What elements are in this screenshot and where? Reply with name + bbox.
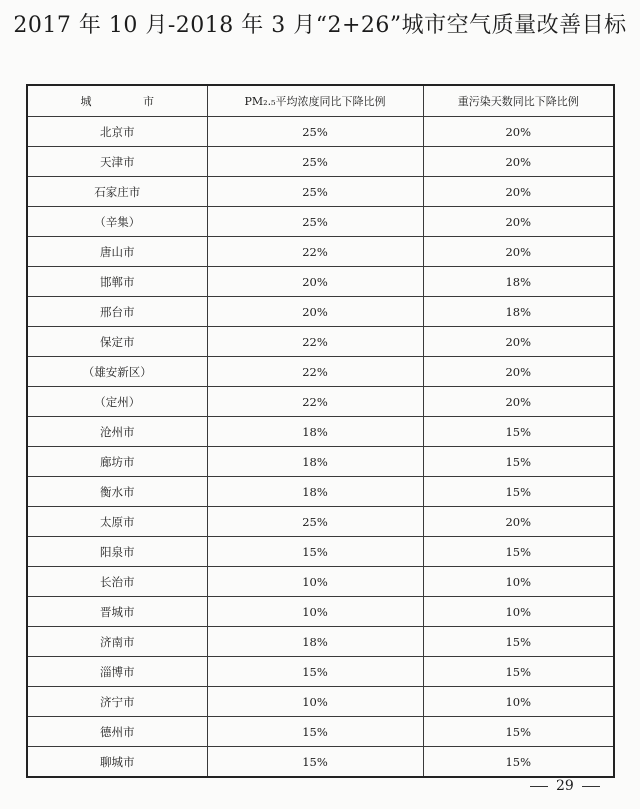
city-cell: 晋城市 [27,597,207,627]
dash-right [582,786,600,787]
pm25-cell: 25% [207,507,423,537]
pm25-cell: 18% [207,447,423,477]
heavy-days-cell: 20% [423,237,614,267]
table-row [27,327,614,357]
header-pm25-reduction: PM₂.₅平均浓度同比下降比例 [207,85,423,117]
city-cell: 唐山市 [27,237,207,267]
pm25-cell: 20% [207,267,423,297]
pm25-cell: 25% [207,147,423,177]
table-row [27,687,614,717]
city-cell: 济宁市 [27,687,207,717]
table-row [27,117,614,147]
pm25-cell: 22% [207,357,423,387]
city-cell: 淄博市 [27,657,207,687]
table-row [27,747,614,778]
heavy-days-cell: 20% [423,117,614,147]
city-cell: 北京市 [27,117,207,147]
table-row [27,447,614,477]
table-row [27,297,614,327]
pm25-cell: 10% [207,687,423,717]
city-cell: 邢台市 [27,297,207,327]
city-cell: 邯郸市 [27,267,207,297]
city-cell: 沧州市 [27,417,207,447]
heavy-days-cell: 20% [423,207,614,237]
heavy-days-cell: 15% [423,537,614,567]
air-quality-target-table [26,84,615,778]
table-row [27,627,614,657]
city-cell: 廊坊市 [27,447,207,477]
table-row [27,477,614,507]
heavy-days-cell: 20% [423,507,614,537]
pm25-cell: 22% [207,387,423,417]
pm25-cell: 15% [207,747,423,778]
table-row [27,597,614,627]
pm25-cell: 15% [207,657,423,687]
dash-left [530,786,548,787]
pm25-cell: 18% [207,627,423,657]
city-cell: 保定市 [27,327,207,357]
heavy-days-cell: 15% [423,417,614,447]
heavy-days-cell: 18% [423,267,614,297]
table-row [27,507,614,537]
pm25-cell: 15% [207,537,423,567]
heavy-days-cell: 10% [423,687,614,717]
city-cell: 德州市 [27,717,207,747]
table-row [27,417,614,447]
heavy-days-cell: 15% [423,747,614,778]
city-cell: 石家庄市 [27,177,207,207]
page-number [522,778,608,794]
pm25-cell: 15% [207,717,423,747]
pm25-cell: 20% [207,297,423,327]
table-row [27,567,614,597]
heavy-days-cell: 20% [423,387,614,417]
table-row [27,387,614,417]
table-row [27,177,614,207]
pm25-cell: 25% [207,117,423,147]
pm25-cell: 22% [207,327,423,357]
heavy-days-cell: 20% [423,327,614,357]
table-row [27,147,614,177]
table-row [27,267,614,297]
heavy-days-cell: 20% [423,177,614,207]
heavy-days-cell: 15% [423,657,614,687]
page-number-text: 29 [556,778,574,794]
pm25-cell: 10% [207,567,423,597]
city-cell: 济南市 [27,627,207,657]
table-row [27,207,614,237]
city-cell: （定州） [27,387,207,417]
city-cell: 衡水市 [27,477,207,507]
heavy-days-cell: 20% [423,357,614,387]
heavy-days-cell: 15% [423,477,614,507]
city-cell: 长治市 [27,567,207,597]
table-row [27,717,614,747]
heavy-days-cell: 15% [423,447,614,477]
table-row [27,537,614,567]
heavy-days-cell: 15% [423,717,614,747]
page-title: 2017 年 10 月-2018 年 3 月“2+26”城市空气质量改善目标 [13,13,627,38]
pm25-cell: 25% [207,207,423,237]
city-cell: 阳泉市 [27,537,207,567]
table-row [27,657,614,687]
city-cell: 太原市 [27,507,207,537]
pm25-cell: 10% [207,597,423,627]
city-cell: （辛集） [27,207,207,237]
table-row [27,357,614,387]
heavy-days-cell: 20% [423,147,614,177]
pm25-cell: 18% [207,417,423,447]
city-cell: 聊城市 [27,747,207,778]
header-heavy-pollution-days-reduction: 重污染天数同比下降比例 [423,85,614,117]
heavy-days-cell: 10% [423,597,614,627]
pm25-cell: 18% [207,477,423,507]
pm25-cell: 25% [207,177,423,207]
pm25-cell: 22% [207,237,423,267]
heavy-days-cell: 18% [423,297,614,327]
table-row [27,237,614,267]
city-cell: （雄安新区） [27,357,207,387]
heavy-days-cell: 15% [423,627,614,657]
table-header-row [27,85,614,117]
header-city: 城 市 [27,85,207,117]
city-cell: 天津市 [27,147,207,177]
heavy-days-cell: 10% [423,567,614,597]
